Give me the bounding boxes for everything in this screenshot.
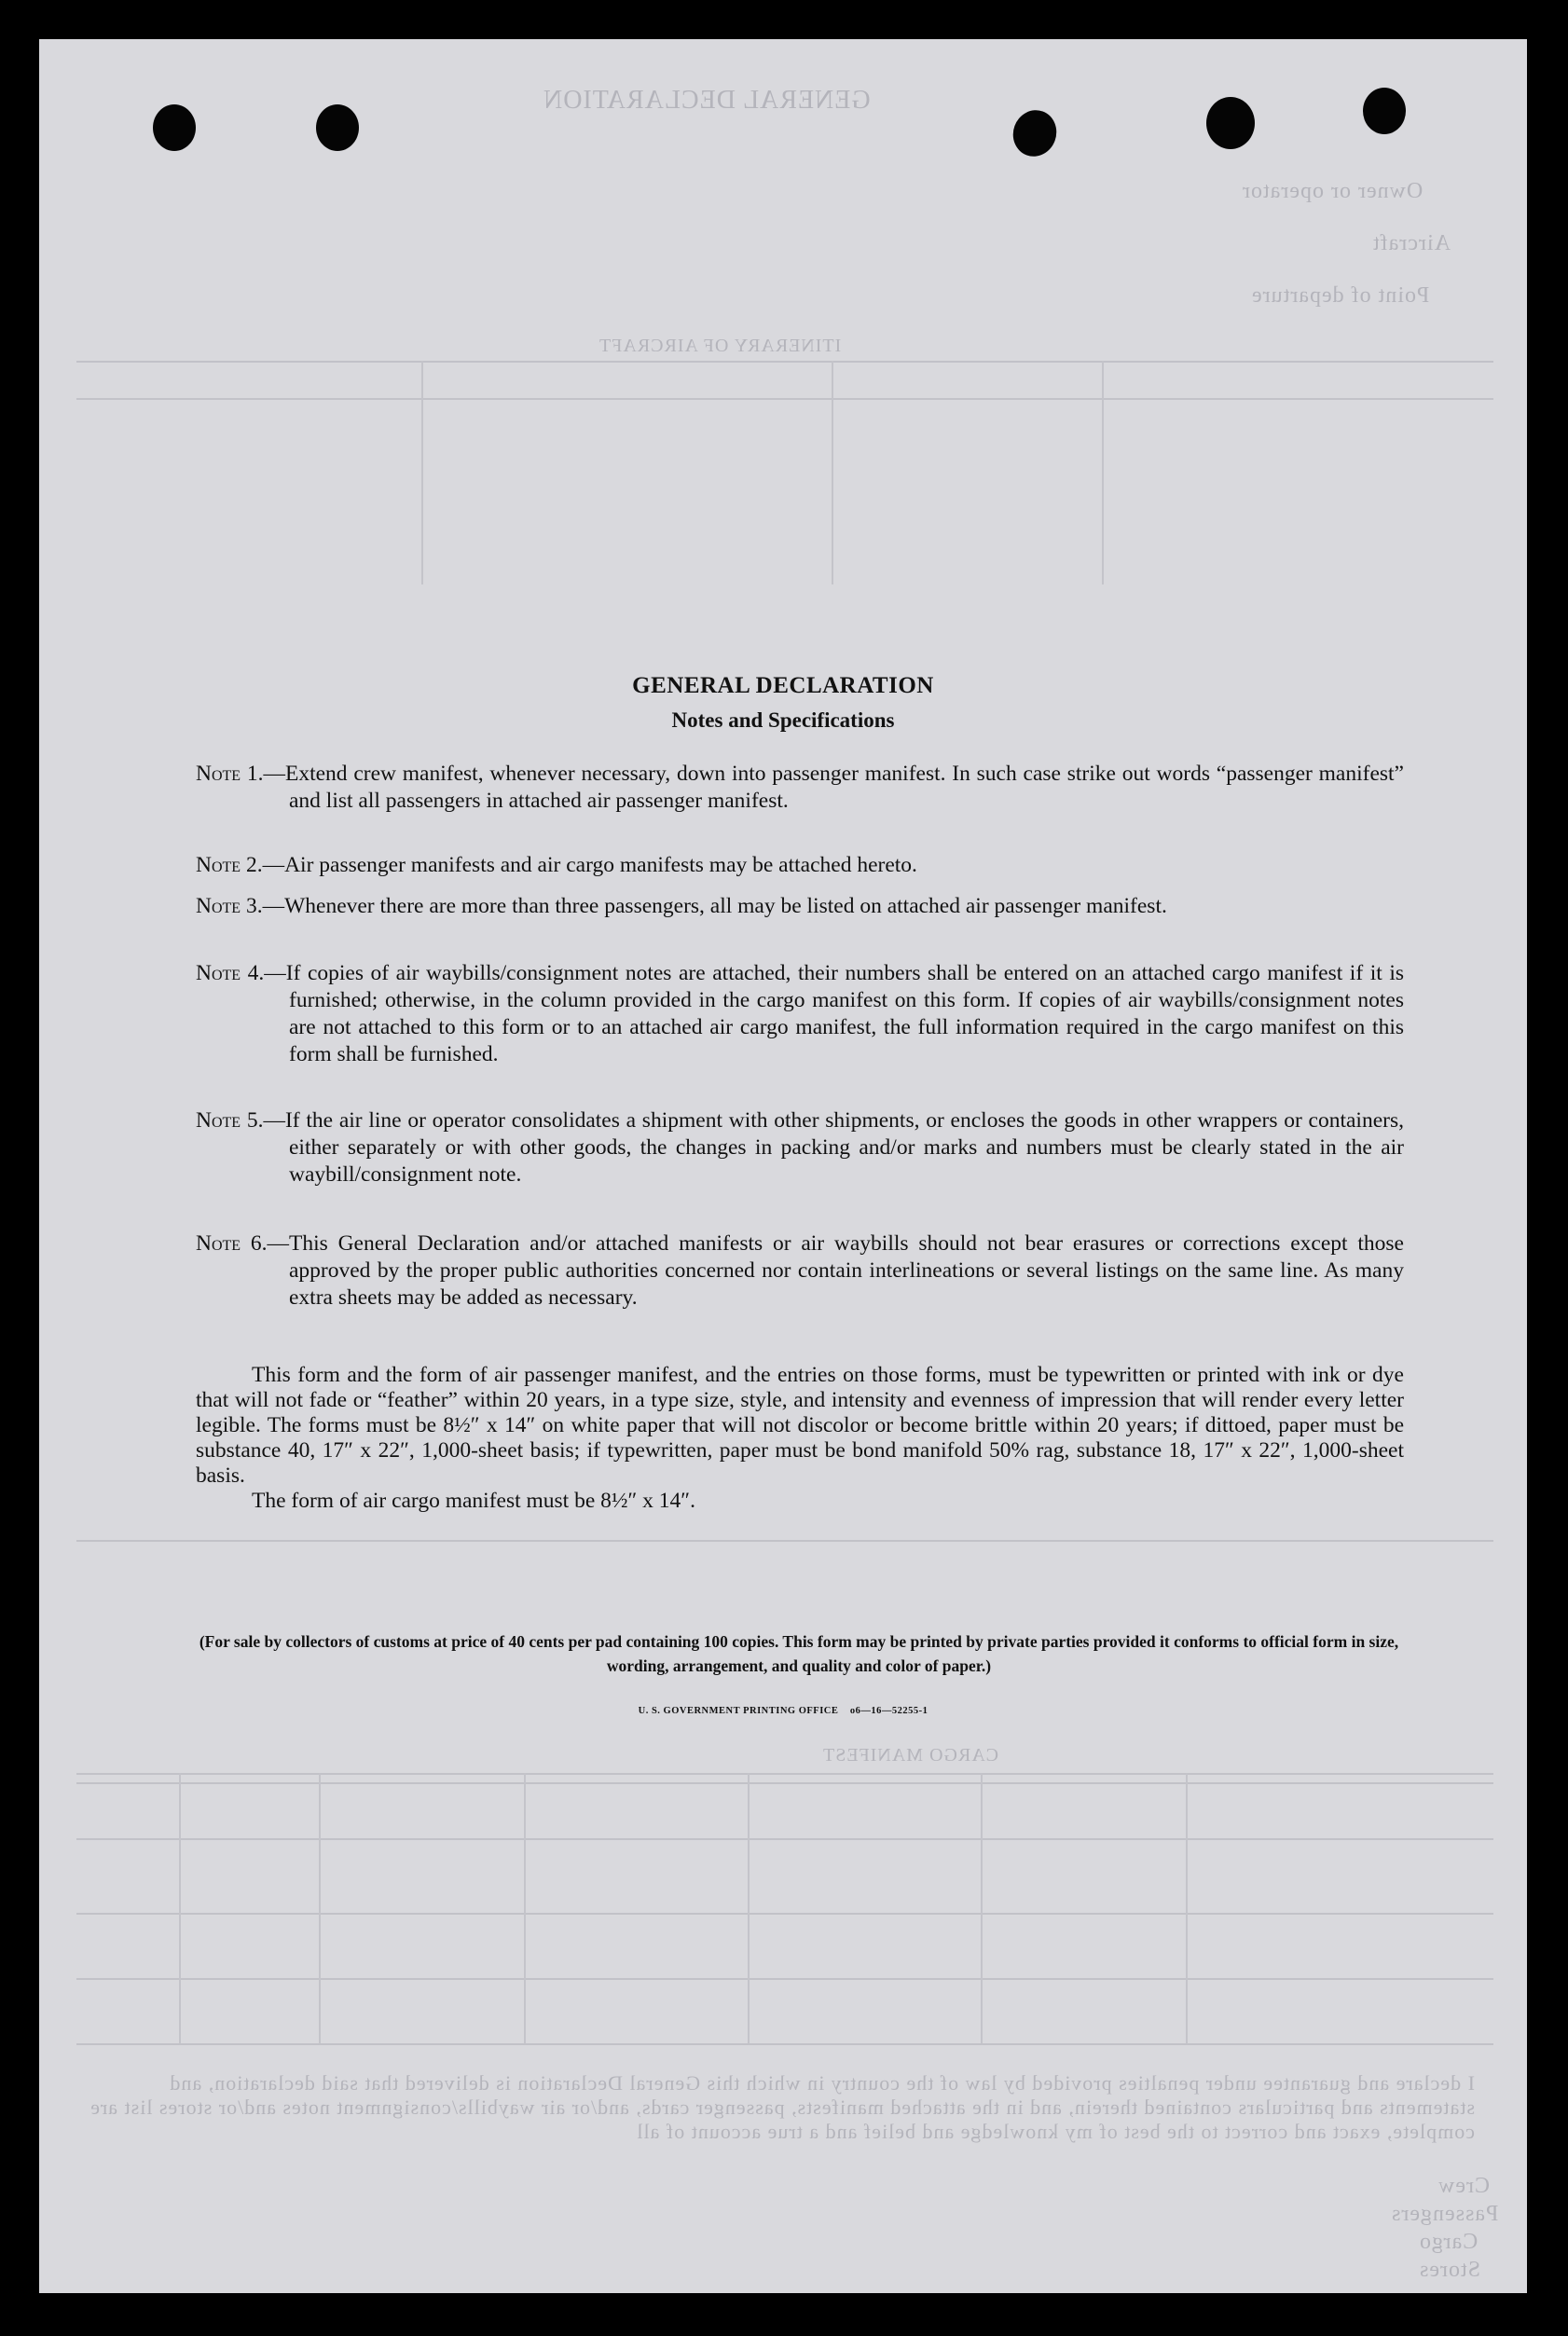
note-6-body: —This General Declaration and/or attached manifests or air waybills should not bear erasures or corrections except those approved by the proper public authorities concerned nor contain interlineations or several listings on the same line. As many extra sheets may be added as necessary. [267,1231,1404,1310]
note-5-label: Note 5. [196,1108,264,1133]
bleed-through-header: GENERAL DECLARATION [543,86,871,115]
note-1-label: Note 1. [196,762,264,786]
note-6 [196,1230,1404,1312]
bleed-through-rule [981,1773,983,2043]
punch-hole-4 [1206,97,1255,149]
specification-text: This form and the form of air passenger manifest, and the entries on those forms, must be typewritten or printed with ink or dye that will not fade or “feather” within 20 years, in a type size, style, and intensity and evenness of impression that will render every letter legible. The forms must be 8½″ x 14″ on white paper that will not discolor or become brittle within 20 years; if dittoed, paper must be substance 40, 17″ x 22″, 1,000-sheet basis; if typewritten, paper must be bond manifold 50% rag, substance 18, 17″ x 22″, 1,000-sheet basis. [196,1363,1404,1488]
note-3-text [196,893,1404,920]
page-subtitle: Notes and Specifications [671,708,895,732]
note-5-text [196,1107,1404,1189]
note-4-body: —If copies of air waybills/consignment notes are attached, their numbers shall be entered on an attached cargo manifest if it is furnished; otherwise, in the column provided in the cargo manifest on this form. If copies of air waybills/consignment notes are not attached to this form or to an attached air cargo manifest, the full information required in the cargo manifest on this form shall be furnished. [264,961,1405,1066]
note-3 [196,893,1404,920]
punch-hole-2 [316,104,359,151]
bleed-through-itinerary: ITINERARY OF AIRCRAFT [598,336,842,356]
bleed-through-passengers: Passengers [1391,2202,1499,2226]
bleed-through-crew: Crew [1437,2174,1490,2198]
note-4-label: Note 4. [196,961,265,985]
note-3-label: Note 3. [196,894,263,918]
bleed-through-rule [76,361,1493,363]
bleed-through-rule [76,2043,1493,2045]
bleed-through-rule [421,361,423,584]
note-1-text [196,761,1404,815]
bleed-through-rule [1186,1773,1188,2043]
note-2 [196,852,1404,879]
printer-line: U. S. GOVERNMENT PRINTING OFFICE o6—16—52255-1 [638,1706,928,1716]
bleed-through-departure: Point of departure [1251,283,1430,308]
bleed-through-rule [179,1773,181,2043]
bleed-through-stores: Stores [1419,2258,1480,2282]
bleed-through-cargo-manifest: CARGO MANIFEST [822,1745,999,1766]
note-4-text [196,960,1404,1068]
punch-hole-1 [153,104,196,151]
note-6-label: Note 6. [196,1231,268,1256]
note-5 [196,1107,1404,1189]
note-2-label: Note 2. [196,853,263,877]
note-5-body: —If the air line or operator consolidates a shipment with other shipments, or encloses the goods in other wrappers or containers, either separately or with other goods, the changes in packing and/or marks and numbers must be clearly stated in the air waybill/consignment note. [263,1108,1404,1187]
note-2-text [196,852,1404,879]
bleed-through-rule [76,1913,1493,1915]
note-1 [196,761,1404,815]
bleed-through-aircraft: Aircraft [1372,231,1451,255]
bleed-through-rule [76,1978,1493,1980]
bleed-through-rule [76,1782,1493,1784]
bleed-through-rule [832,361,833,584]
note-4 [196,960,1404,1068]
bleed-through-rule [319,1773,321,2043]
bleed-through-cargo: Cargo [1419,2230,1479,2254]
bleed-through-owner: Owner or operator [1242,179,1424,203]
bleed-through-declaration: I declare and guarantee under penalties provided by law of the country in which this General Declaration is delivered that said declaration, and statements and particulars contained therein, and in the attached manifests, passenger cards, and/or air waybills/consignment notes and/or stores list are complete, exact and correct to the best of my knowledge and belief and a true account of all [89,2071,1475,2143]
bleed-through-rule [76,1773,1493,1775]
note-6-text [196,1230,1404,1312]
page-title: GENERAL DECLARATION [632,673,934,698]
bleed-through-rule [76,1838,1493,1840]
bleed-through-rule [76,398,1493,400]
document-page [39,39,1527,2293]
bleed-through-rule [748,1773,750,2043]
sale-notice: (For sale by collectors of customs at price of 40 cents per pad containing 100 copies. This form may be printed by private parties provided it conforms to official form in size, wording, arrangement, and quality and color of paper.) [199,1632,1399,1675]
cargo-manifest-size: The form of air cargo manifest must be 8½″ x 14″. [252,1489,695,1513]
punch-hole-5 [1363,88,1406,134]
specification-paragraph [196,1363,1404,1514]
bleed-through-rule [1102,361,1104,584]
punch-hole-3 [1007,104,1063,163]
bleed-through-rule [76,1540,1493,1542]
note-3-body: —Whenever there are more than three passengers, all may be listed on attached air passenger manifest. [262,894,1167,918]
bleed-through-rule [524,1773,526,2043]
note-1-body: —Extend crew manifest, whenever necessary, down into passenger manifest. In such case strike out words “passenger manifest” and list all passengers in attached air passenger manifest. [263,762,1404,813]
note-2-body: —Air passenger manifests and air cargo manifests may be attached hereto. [262,853,917,877]
